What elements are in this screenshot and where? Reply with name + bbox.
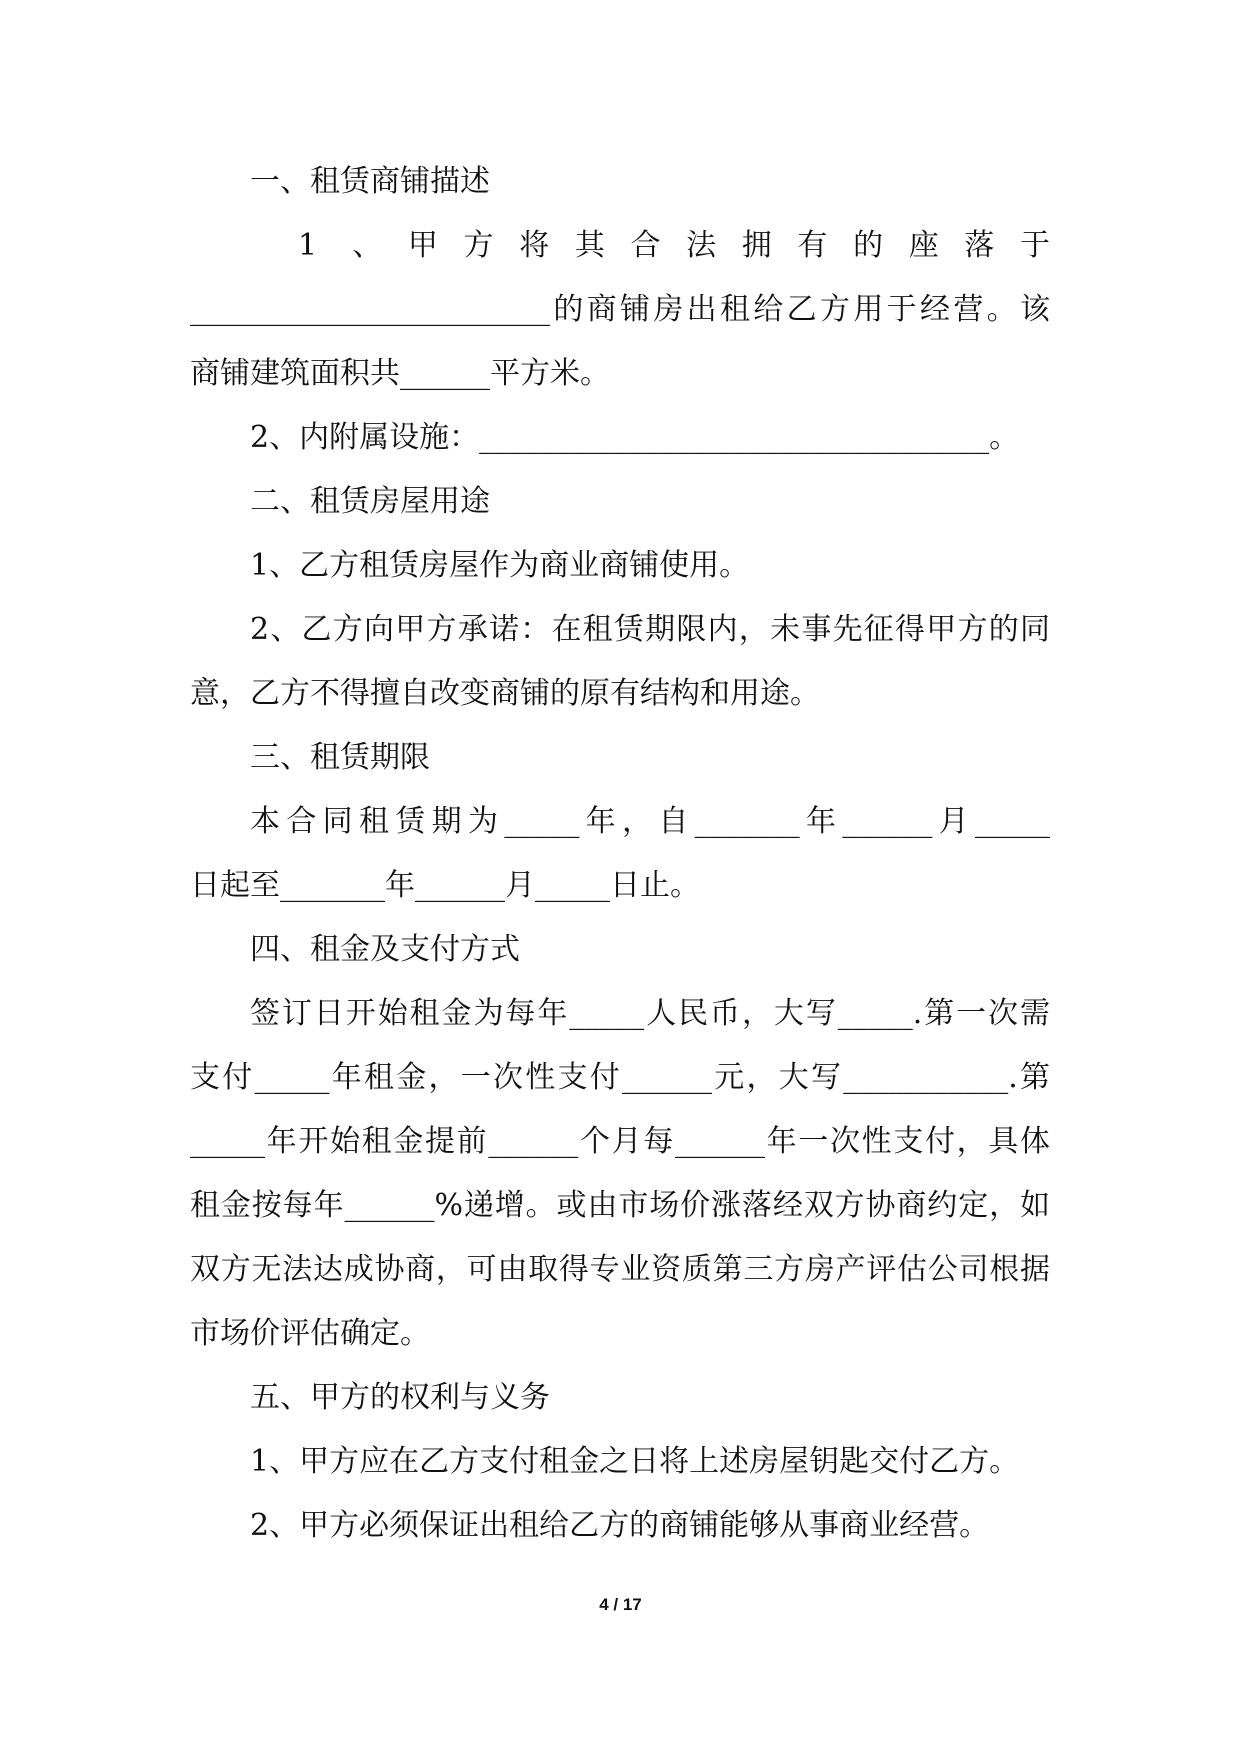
paragraph-line: ________________________的商铺房出租给乙方用于经营。该 xyxy=(190,292,1050,327)
section-heading-4: 四、租金及支付方式 xyxy=(250,932,520,967)
section-heading-1: 一、租赁商铺描述 xyxy=(250,164,490,199)
paragraph-line: 支付_____年租金，一次性支付______元，大写___________.第 xyxy=(190,1060,1050,1095)
paragraph-line: 1、乙方租赁房屋作为商业商铺使用。 xyxy=(250,548,750,583)
paragraph-line: 意，乙方不得擅自改变商铺的原有结构和用途。 xyxy=(190,676,820,711)
section-heading-2: 二、租赁房屋用途 xyxy=(250,484,490,519)
section-heading-5: 五、甲方的权利与义务 xyxy=(250,1380,550,1415)
paragraph-line: 签订日开始租金为每年_____人民币，大写_____.第一次需 xyxy=(250,996,1050,1031)
paragraph-line: 2、乙方向甲方承诺：在租赁期限内，未事先征得甲方的同 xyxy=(250,612,1050,647)
paragraph-line: 商铺建筑面积共______平方米。 xyxy=(190,356,610,391)
paragraph-line: 日起至_______年______月_____日止。 xyxy=(190,868,700,903)
section-heading-3: 三、租赁期限 xyxy=(250,740,430,775)
page-number: 4 / 17 xyxy=(599,1595,642,1614)
paragraph-line: 2、内附属设施：__________________________________。 xyxy=(250,420,1020,455)
paragraph-line: 租金按每年______%递增。或由市场价涨落经双方协商约定，如 xyxy=(190,1188,1050,1223)
paragraph-line: 双方无法达成协商，可由取得专业资质第三方房产评估公司根据 xyxy=(190,1252,1050,1287)
paragraph-line: 1 、甲方将其合法拥有的座落于 xyxy=(298,228,1050,263)
paragraph-line: 市场价评估确定。 xyxy=(190,1316,430,1351)
paragraph-line: 2、甲方必须保证出租给乙方的商铺能够从事商业经营。 xyxy=(250,1508,990,1543)
paragraph-line: 1、甲方应在乙方支付租金之日将上述房屋钥匙交付乙方。 xyxy=(250,1444,1020,1479)
paragraph-line: 本合同租赁期为_____年，自_______年______月_____ xyxy=(250,804,1050,839)
paragraph-line: _____年开始租金提前______个月每______年一次性支付，具体 xyxy=(190,1124,1050,1159)
